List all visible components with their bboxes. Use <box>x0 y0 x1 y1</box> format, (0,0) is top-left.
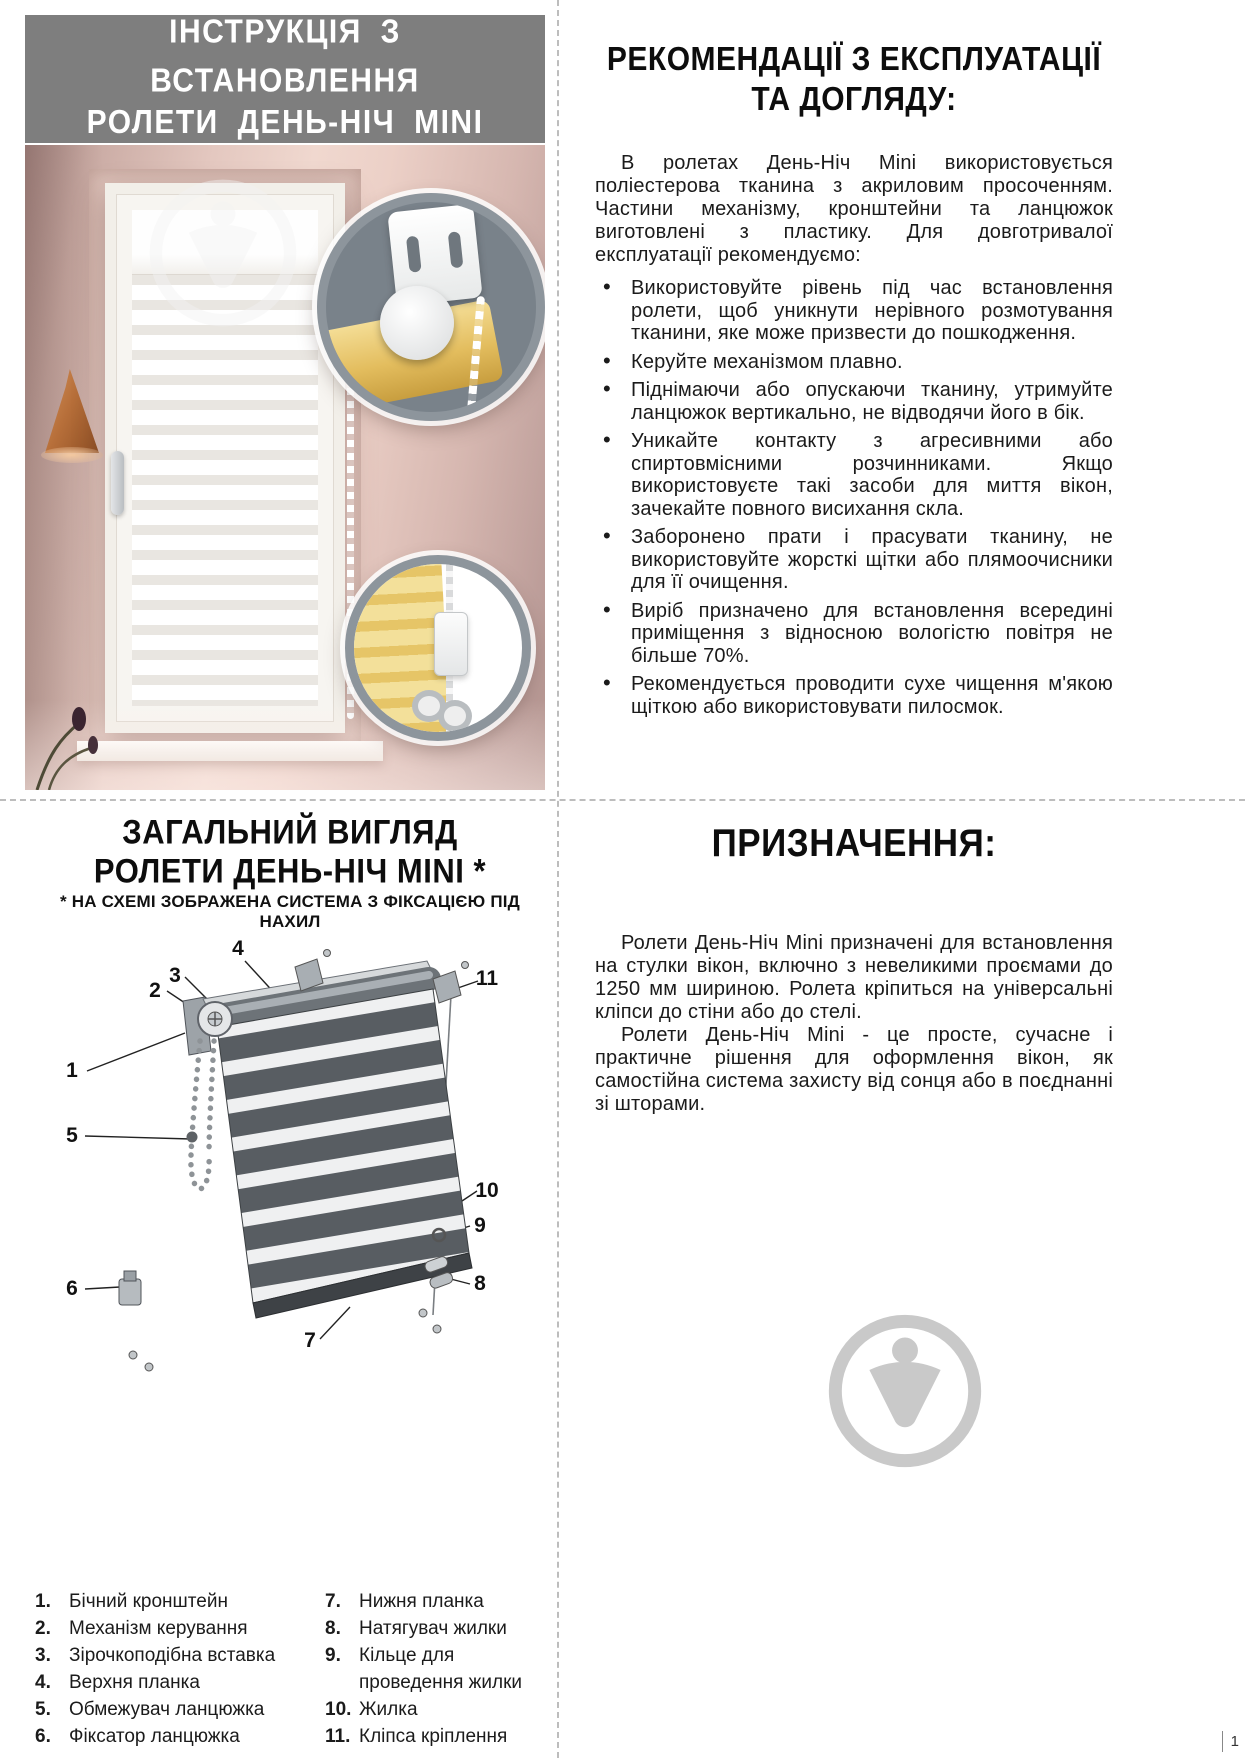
chain-fixator-part <box>119 1271 153 1371</box>
legend-item-number: 11. <box>325 1726 351 1747</box>
wall-lamp <box>41 369 103 481</box>
chain-fixator-clip <box>434 612 468 676</box>
plant-twigs-icon <box>25 693 149 790</box>
part-number-3: 3 <box>169 964 181 987</box>
care-intro: В ролетах День-Ніч Mini використовується поліестерова тканина з акриловим просоченням. Частини механізму, кронштейни та ланцюжок виготовлені з пластику. Для довготривалої експлуатації рекомендуємо: <box>595 152 1113 266</box>
care-list-item: • Уникайте контакту з агресивними або спиртовмісними розчинниками. Якщо використовуєте такі засоби для миття вікон, зачекайте повного висихання скла. <box>595 430 1113 520</box>
legend-item-label: Кліпса кріплення <box>359 1726 508 1747</box>
legend-item-label: Бічний кронштейн <box>69 1591 228 1612</box>
legend-item-label: Нижня планка <box>359 1591 484 1612</box>
care-list <box>595 277 1113 718</box>
part-number-7: 7 <box>304 1329 316 1352</box>
legend-column-left <box>35 1588 325 1750</box>
callout-chain-closeup <box>345 555 531 741</box>
vertical-dashed-divider <box>557 0 559 1758</box>
legend-item <box>325 1615 545 1642</box>
legend-item-number: 5. <box>35 1699 51 1720</box>
legend-item <box>35 1669 325 1696</box>
care-heading-line1: РЕКОМЕНДАЦІЇ З ЕКСПЛУАТАЦІЇ <box>606 40 1102 78</box>
purpose-paragraph-2: Ролети День-Ніч Mini - це просте, сучасне і практичне рішення для оформлення вікон, як самостійна система захисту від сонця або в поєднанні зі шторами. <box>595 1024 1113 1115</box>
window-handle <box>111 451 124 515</box>
callout-mechanism-closeup <box>317 193 545 421</box>
legend-item-number: 3. <box>35 1645 51 1666</box>
part-number-9: 9 <box>474 1214 486 1237</box>
legend-item-label: Жилка <box>359 1699 418 1720</box>
horizontal-dashed-divider <box>0 799 1245 801</box>
part-number-1: 1 <box>66 1059 78 1082</box>
legend-item-number: 7. <box>325 1591 341 1612</box>
legend-item <box>35 1615 325 1642</box>
legend-item <box>325 1588 545 1615</box>
chain-ring <box>438 700 472 732</box>
page-number: 1 <box>1222 1731 1242 1752</box>
care-list-item: • Використовуйте рівень під час встановлення ролети, щоб уникнути нерівного розмотування тканини, яке може призвести до пошкодження. <box>595 277 1113 345</box>
chain-limiter-part <box>187 1132 198 1143</box>
lamp-shade <box>45 369 99 453</box>
legend-item-label: Верхня планка <box>69 1672 200 1693</box>
overview-heading-line1: ЗАГАЛЬНИЙ ВИГЛЯД <box>122 811 458 852</box>
control-mechanism-disc <box>380 286 454 360</box>
legend-item-label: Обмежувач ланцюжка <box>69 1699 265 1720</box>
plant-twigs <box>25 693 149 790</box>
legend-item-label: Зірочкоподібна вставка <box>69 1645 276 1666</box>
legend-item-number: 10. <box>325 1699 352 1720</box>
care-heading-line2: ТА ДОГЛЯДУ: <box>751 80 957 118</box>
legend-item-label: Натягувач жилки <box>359 1618 507 1639</box>
legend-item <box>325 1723 545 1750</box>
part-number-6: 6 <box>66 1277 78 1300</box>
legend-item <box>325 1696 545 1723</box>
part-number-11: 11 <box>475 967 499 990</box>
install-title-banner <box>25 15 545 143</box>
install-title-line1: ІНСТРУКЦІЯ З ВСТАНОВЛЕННЯ <box>150 13 420 100</box>
part-number-10: 10 <box>475 1179 499 1202</box>
bracket-slot <box>406 236 422 273</box>
brand-watermark <box>824 1310 986 1472</box>
overview-note: * НА СХЕМІ ЗОБРАЖЕНА СИСТЕМА З ФІКСАЦІЄЮ ПІД НАХИЛ <box>60 892 520 931</box>
brand-watermark-icon <box>824 1310 986 1472</box>
legend-item <box>35 1696 325 1723</box>
legend-item-number: 6. <box>35 1726 51 1747</box>
care-list-item: • Піднімаючи або опускаючи тканину, утримуйте ланцюжок вертикально, не відводячи його в бік. <box>595 379 1113 424</box>
overview-heading-line2: РОЛЕТИ ДЕНЬ-НІЧ MINI * <box>93 850 487 891</box>
legend-item-label: Механізм керування <box>69 1618 248 1639</box>
legend-column-right <box>325 1588 545 1750</box>
part-number-5: 5 <box>66 1124 78 1147</box>
lamp-glow <box>41 447 103 463</box>
purpose-heading: ПРИЗНАЧЕННЯ: <box>711 822 997 865</box>
legend-item <box>325 1642 545 1696</box>
legend-item <box>35 1723 325 1750</box>
install-title-line2: РОЛЕТИ ДЕНЬ-НІЧ MINI <box>86 103 484 141</box>
care-list-item: • Заборонено прати і прасувати тканину, не використовуйте жорсткі щітки або плямоочисники для її очищення. <box>595 526 1113 594</box>
purpose-paragraph-1: Ролети День-Ніч Mini призначені для встановлення на стулки вікон, включно з невеликими проємами до 1250 мм шириною. Ролета кріпиться на універсальні кліпси до стіни або до стелі. <box>595 932 1113 1023</box>
legend-item <box>35 1642 325 1669</box>
overview-heading <box>35 812 545 890</box>
care-list-item: • Виріб призначено для встановлення всередині приміщення з відносною вологістю повітря не більше 70%. <box>595 600 1113 668</box>
legend-item <box>35 1588 325 1615</box>
part-number-4: 4 <box>232 937 244 960</box>
care-heading <box>595 40 1113 120</box>
purpose-section <box>595 822 1113 1116</box>
bracket-slot <box>448 231 464 268</box>
legend-item-number: 9. <box>325 1645 341 1666</box>
parts-legend <box>35 1588 545 1750</box>
zebra-fabric-part <box>217 989 469 1303</box>
part-number-8: 8 <box>474 1272 486 1295</box>
care-list-item: • Рекомендується проводити сухе чищення м'якою щіткою або використовувати пилосмок. <box>595 673 1113 718</box>
legend-item-number: 4. <box>35 1672 51 1693</box>
brand-watermark-icon <box>145 175 301 331</box>
legend-item-number: 2. <box>35 1618 51 1639</box>
purpose-body <box>595 932 1113 1116</box>
brand-watermark <box>145 175 301 331</box>
roller-blind-diagram <box>35 915 515 1415</box>
installation-photo <box>25 145 545 790</box>
care-section <box>595 40 1113 724</box>
chain-loop-part <box>191 1041 214 1189</box>
legend-item-label: Кільце для проведення жилки <box>359 1645 522 1693</box>
legend-item-label: Фіксатор ланцюжка <box>69 1726 240 1747</box>
legend-item-number: 1. <box>35 1591 51 1612</box>
legend-item-number: 8. <box>325 1618 341 1639</box>
care-list-item: • Керуйте механізмом плавно. <box>595 351 1113 374</box>
part-number-2: 2 <box>149 979 161 1002</box>
